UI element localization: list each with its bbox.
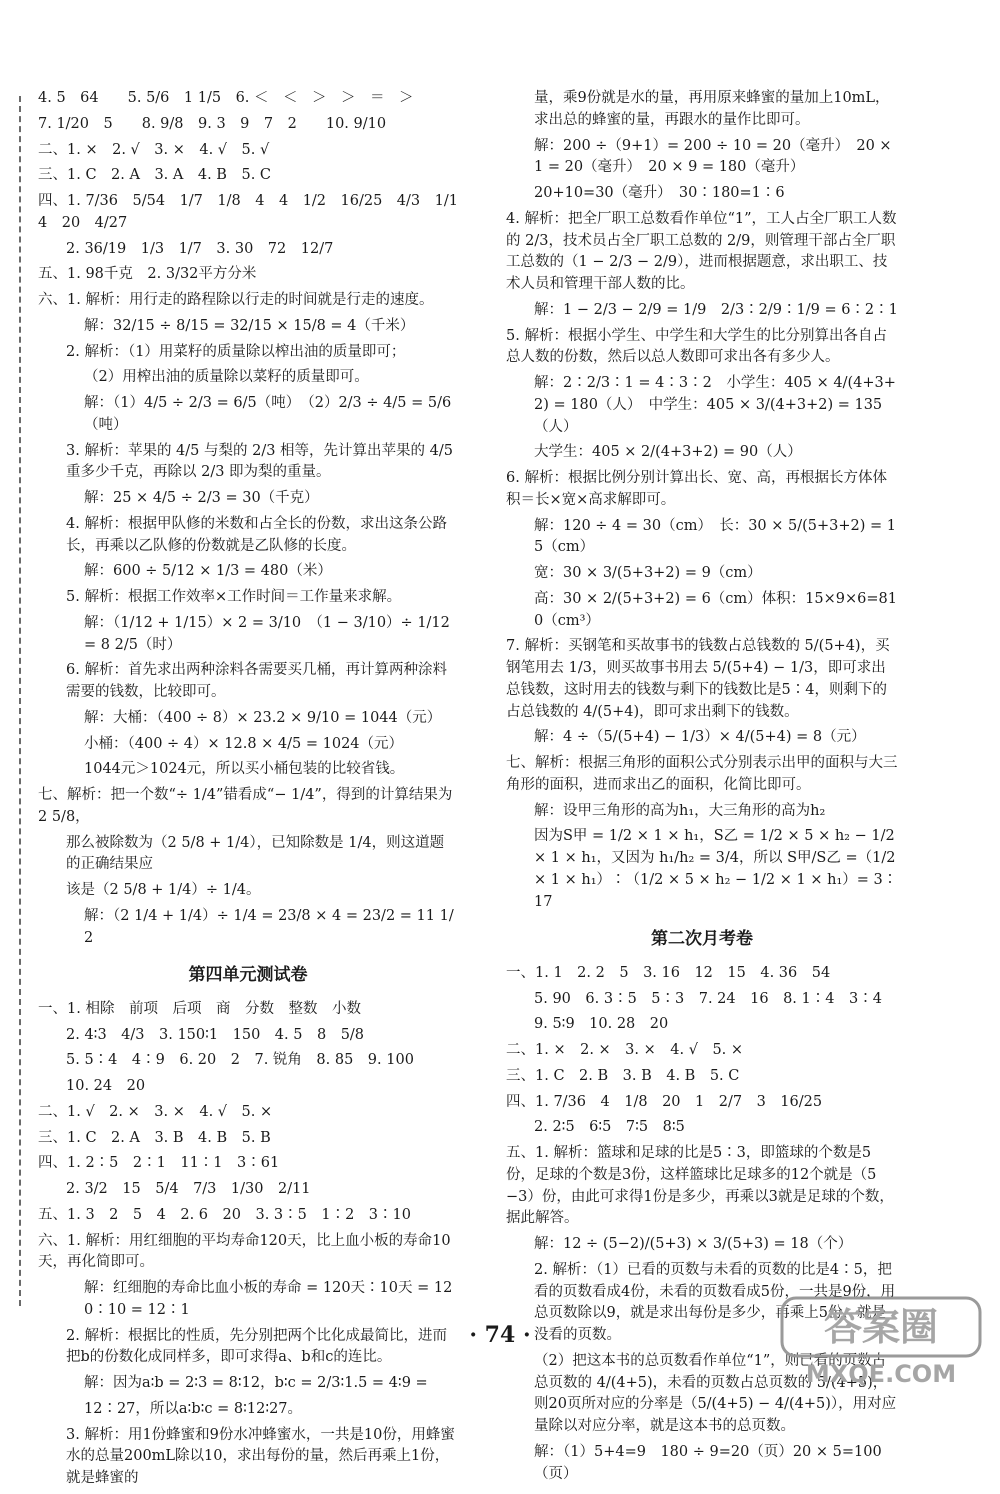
answer-line: 2. 3/2 15 5/4 7/3 1/30 2/11 [66, 1181, 311, 1197]
solution-line: 解：（1）4/5 ÷ 2/3 = 6/5（吨） （2）2/3 ÷ 4/5 = 5/6（吨） [84, 395, 452, 433]
answer-line: 四、1. 7/36 5/54 1/7 1/8 4 4 1/2 16/25 4/3 1/14 20 4/27 [38, 193, 458, 231]
solution-line: 大学生：405 × 2/(4+3+2) = 90（人） [534, 444, 802, 461]
right-column [506, 88, 898, 1489]
answer-line: 4. 5 64 5. 5/6 1 1/5 6. ＜ ＜ ＞ ＞ ＝ ＞ [38, 90, 414, 106]
analysis-line: 5. 解析：根据小学生、中学生和大学生的比分别算出各自占总人数的份数，然后以总人数即可求出各有多少人。 [506, 327, 887, 366]
analysis-line: 量，乘9份就是水的量，再用原来蜂蜜的量加上10mL，求出总的蜂蜜的量，再跟水的量作比即可。 [534, 90, 890, 128]
answer-line: 四、1. 7/36 4 1/8 20 1 2/7 3 16/25 [506, 1093, 823, 1110]
solution-line: 宽：30 × 3/(5+3+2) = 9（cm） [534, 565, 762, 581]
solution-line: 解：32/15 ÷ 8/15 = 32/15 × 15/8 = 4（千米） [84, 317, 415, 334]
solution-line: 解：（2 1/4 + 1/4）÷ 1/4 = 23/8 × 4 = 23/2 = 11 1/2 [84, 907, 454, 946]
answer-line: 9. 5∶9 10. 28 20 [534, 1016, 669, 1033]
analysis-line: 2. 解析：（1）用菜籽的质量除以榨出油的质量即可； [66, 343, 406, 360]
answer-line: 5. 90 6. 3∶5 5∶3 7. 24 16 8. 1∶4 3∶4 [534, 990, 882, 1007]
answer-line: 2. 2∶5 6∶5 7∶5 8∶5 [534, 1119, 685, 1136]
answer-line: 五、1. 3 2 5 4 2. 6 20 3. 3∶5 1∶2 3∶10 [38, 1206, 411, 1223]
analysis-line: 6. 解析：根据比例分别计算出长、宽、高，再根据长方体体积＝长×宽×高求解即可。 [506, 470, 887, 508]
answer-line: 四、1. 2∶5 2∶1 11∶1 3∶61 [38, 1155, 280, 1172]
answer-line: 三、1. C 2. A 3. B 4. B 5. B [38, 1129, 271, 1146]
analysis-line: （2）把这本书的总页数看作单位“1”，则已看的页数占总页数的 4/(4+5)，未看的页数占总页数的 5/(4+5)，则20页所对应的分率是（5/(4+5) − 4/(4+5)），用对应量除以对应分率，就是这本书的总页数。 [534, 1352, 897, 1434]
analysis-line: 2. 解析：（1）已看的页数与未看的页数的比是4∶5，把看的页数看成4份，未看的页数看成5份，一共是9份，用总页数除以9，就是求出每份是多少，再乘上5份，就是没看的页数。 [534, 1261, 896, 1343]
solution-line: 小桶：（400 ÷ 4）× 12.8 × 4/5 = 1024（元） [84, 735, 404, 752]
analysis-line: 那么被除数为（2 5/8 + 1/4），已知除数是 1/4，则这道题的正确结果应 [66, 834, 445, 873]
solution-line: 因为S甲 = 1/2 × 1 × h₁，S乙 = 1/2 × 5 × h₂ − 1/2 × 1 × h₁，又因为 h₁/h₂ = 3/4，所以 S甲/S乙 =（1/2 × 1 × h₁）∶（1/2 × 5 × h₂ − 1/2 × 1 × h₁）= 3∶17 [534, 828, 898, 910]
analysis-line: 3. 解析：苹果的 4/5 与梨的 2/3 相等，先计算出苹果的 4/5 重多少千克，再除以 2/3 即为梨的重量。 [66, 442, 453, 481]
watermark-bottom-text: MXQE.COM [805, 1360, 957, 1388]
answer-line: 二、1. × 2. √ 3. × 4. √ 5. √ [38, 141, 270, 158]
solution-line: 解：设甲三角形的高为h₁，大三角形的高为h₂ [534, 802, 826, 819]
analysis-line: 5. 解析：根据工作效率×工作时间＝工作量来求解。 [66, 589, 402, 605]
analysis-line: 五、1. 解析：篮球和足球的比是5∶3，即篮球的个数是5份，足球的个数是3份，这样篮球比足球多的12个就是（5−3）份，由此可求得1份是多少，再乘以3就是足球的个数，据此解答。 [506, 1145, 894, 1227]
solution-line: 解：（1）5+4=9 180 ÷ 9=20（页）20 × 5=100（页） [534, 1443, 882, 1482]
solution-line: 解：4 ÷（5/(5+4) − 1/3）× 4/(5+4) = 8（元） [534, 729, 866, 746]
solution-line: 20+10=30（毫升） 30∶180=1∶6 [534, 185, 785, 201]
answer-line: 六、1. 解析：用行走的路程除以行走的时间就是行走的速度。 [38, 292, 434, 308]
answer-line: 10. 24 20 [66, 1078, 146, 1094]
solution-line: 解：1 − 2/3 − 2/9 = 1/9 2/3∶2/9∶1/9 = 6∶2∶1 [534, 301, 898, 318]
solution-line: 解：（1/12 + 1/15）× 2 = 3/10 （1 − 3/10）÷ 1/12 = 8 2/5（时） [84, 614, 450, 653]
answer-line: 一、1. 1 2. 2 5 3. 16 12 15 4. 36 54 [506, 964, 831, 981]
analysis-line: 6. 解析：首先求出两种涂料各需要买几桶，再计算两种涂料需要的钱数，比较即可。 [66, 662, 447, 700]
answer-line: 2. 36/19 1/3 1/7 3. 30 72 12/7 [66, 240, 334, 257]
analysis-line: 七、解析：把一个数“÷ 1/4”错看成“− 1/4”，得到的计算结果为 2 5/8， [38, 787, 453, 825]
solution-line: 解：红细胞的寿命比血小板的寿命 = 120天∶10天 = 120∶10 = 12∶1 [84, 1280, 453, 1318]
answer-line: 二、1. × 2. × 3. × 4. √ 5. × [506, 1042, 744, 1058]
answer-line: 三、1. C 2. B 3. B 4. B 5. C [506, 1067, 740, 1084]
answer-line: 5. 5∶4 4∶9 6. 20 2 7. 锐角 8. 85 9. 100 [66, 1052, 414, 1069]
watermark-top-text: 答案圈 [823, 1305, 939, 1349]
analysis-line: 4. 解析：根据甲队修的米数和占全长的份数，求出这条公路长，再乘以乙队修的份数就是乙队修的长度。 [66, 515, 447, 554]
solution-line: 12∶27，所以a∶b∶c = 8∶12∶27。 [84, 1400, 303, 1417]
answer-line: 7. 1/20 5 8. 9/8 9. 3 9 7 2 10. 9/10 [38, 115, 387, 132]
analysis-line: 六、1. 解析：用红细胞的平均寿命120天，比上血小板的寿命10天，再化简即可。 [38, 1232, 451, 1271]
watermark-logo [776, 1294, 986, 1390]
solution-line: 解：因为a∶b = 2∶3 = 8∶12，b∶c = 2/3∶1.5 = 4∶9 = [84, 1375, 428, 1391]
analysis-line: 4. 解析：把全厂职工总数看作单位“1”，工人占全厂职工人数的 2/3，技术员占全厂职工总数的 2/9，则管理干部占全厂职工总数的（1 − 2/3 − 2/9），进而根据题意，求出职工、技术人员和管理干部人数的比。 [506, 210, 897, 292]
answer-line: 三、1. C 2. A 3. A 4. B 5. C [38, 167, 272, 184]
answer-line: 一、1. 相除 前项 后项 商 分数 整数 小数 [38, 1000, 361, 1017]
solution-line: 解：2∶2/3∶1 = 4∶3∶2 小学生：405 × 4/(4+3+2) = 180（人） 中学生：405 × 3/(4+3+2) = 135（人） [534, 375, 896, 435]
section-title: 第二次月考卷 [651, 929, 753, 950]
answer-line: 二、1. √ 2. × 3. × 4. √ 5. × [38, 1103, 273, 1120]
analysis-line: 七、解析：根据三角形的面积公式分别表示出甲的面积与大三角形的面积，进而求出乙的面积，化简比即可。 [506, 755, 898, 793]
solution-line: 高：30 × 2/(5+3+2) = 6（cm）体积：15×9×6=810（cm³） [534, 590, 897, 629]
solution-line: 解：大桶：（400 ÷ 8）× 23.2 × 9/10 = 1044（元） [84, 709, 442, 726]
left-column [38, 88, 458, 1494]
page-number: · 74 · [469, 1322, 531, 1348]
solution-line: 解：600 ÷ 5/12 × 1/3 = 480（米） [84, 563, 332, 580]
analysis-line: 7. 解析：买钢笔和买故事书的钱数占总钱数的 5/(5+4)，买钢笔用去 1/3，则买故事书用去 5/(5+4) − 1/3，即可求出总钱数，这时用去的钱数与剩下的钱数比是5∶4，则剩下的占总钱数的 4/(5+4)，即可求出剩下的钱数。 [506, 638, 890, 720]
answer-line: 五、1. 98千克 2. 3/32平方分米 [38, 266, 257, 283]
solution-line: 解：12 ÷ (5−2)/(5+3) × 3/(5+3) = 18（个） [534, 1236, 853, 1252]
analysis-line: 2. 解析：根据比的性质，先分别把两个比化成最简比，进而把b的份数化成同样多，即可求得a、b和c的连比。 [66, 1327, 447, 1366]
analysis-line: 该是（2 5/8 + 1/4）÷ 1/4。 [66, 882, 261, 898]
solution-line: 解：200 ÷（9+1）= 200 ÷ 10 = 20（毫升） 20 × 1 = 20（毫升） 20 × 9 = 180（毫升） [534, 137, 892, 176]
solution-line: 1044元＞1024元，所以买小桶包装的比较省钱。 [84, 761, 405, 778]
solution-line: 解：25 × 4/5 ÷ 2/3 = 30（千克） [84, 490, 319, 506]
solution-line: 解：120 ÷ 4 = 30（cm） 长：30 × 5/(5+3+2) = 15（cm） [534, 517, 897, 556]
section-title: 第四单元测试卷 [188, 965, 308, 986]
analysis-line: （2）用榨出油的质量除以菜籽的质量即可。 [84, 369, 369, 386]
analysis-line: 3. 解析：用1份蜂蜜和9份水冲蜂蜜水，一共是10份，用蜂蜜水的总量200mL除以10，求出每份的量，然后再乘上1份，就是蜂蜜的 [66, 1426, 455, 1486]
answer-line: 2. 4∶3 4/3 3. 150∶1 150 4. 5 8 5/8 [66, 1026, 365, 1043]
binding-dashed-line [19, 96, 21, 1306]
